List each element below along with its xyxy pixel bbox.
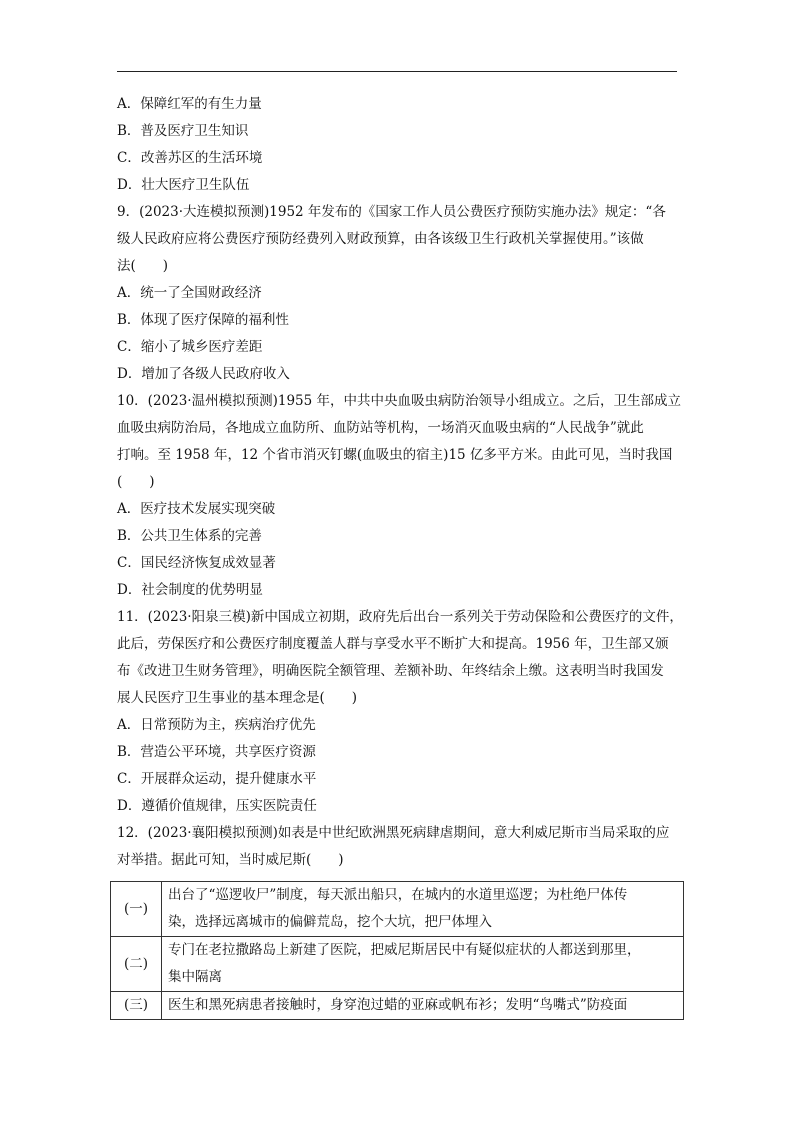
- question-12-stem-line: 对举措。据此可知，当时威尼斯( ): [117, 852, 344, 868]
- option-b: B．体现了医疗保障的福利性: [117, 312, 289, 328]
- option-b: B．公共卫生体系的完善: [117, 528, 262, 544]
- row-number: (二): [111, 937, 162, 992]
- row-description: [162, 992, 684, 1020]
- document-body: [117, 91, 683, 874]
- row-description-line: 专门在老拉撒路岛上新建了医院，把威尼斯居民中有疑似症状的人都送到那里，: [168, 942, 641, 958]
- table-row: [111, 882, 684, 937]
- option-d: D．社会制度的优势明显: [117, 582, 263, 598]
- option-d: D．增加了各级人民政府收入: [117, 366, 290, 382]
- option-d: D．壮大医疗卫生队伍: [117, 177, 250, 193]
- question-9-stem-line: 法( ): [117, 258, 169, 274]
- row-description-line: 染，选择远离城市的偏僻荒岛，挖个大坑，把尸体埋入: [168, 914, 492, 930]
- option-c: C．开展群众运动，提升健康水平: [117, 771, 317, 787]
- option-d: D．遵循价值规律，压实医院责任: [117, 798, 317, 814]
- question-9-stem-line: 级人民政府应将公费医疗预防经费列入财政预算，由各该级卫生行政机关掌握使用。”该做: [117, 231, 644, 247]
- row-description: [162, 882, 684, 937]
- question-10-stem-line: 10．(2023·温州模拟预测)1955 年，中共中央血吸虫病防治领导小组成立。之后，卫生部成立: [117, 393, 682, 409]
- question-12: [117, 820, 680, 874]
- option-a: A．保障红军的有生力量: [117, 96, 262, 112]
- row-description-line: 集中隔离: [168, 969, 222, 985]
- row-number: (三): [111, 992, 162, 1020]
- header-rule: [117, 71, 677, 72]
- row-number: (一): [111, 882, 162, 937]
- question-11: [117, 604, 683, 820]
- question-9: [117, 199, 680, 388]
- option-a: A．医疗技术发展实现突破: [117, 501, 276, 517]
- row-description-line: 出台了“巡逻收尸”制度，每天派出船只，在城内的水道里巡逻；为杜绝尸体传: [168, 887, 628, 903]
- row-description: [162, 937, 684, 992]
- option-a: A．统一了全国财政经济: [117, 285, 262, 301]
- table-row: [111, 992, 684, 1020]
- option-a: A．日常预防为主，疾病治疗优先: [117, 717, 316, 733]
- question-11-stem-line: 此后，劳保医疗和公费医疗制度覆盖人群与享受水平不断扩大和提高。1956 年，卫生部又颁: [117, 636, 669, 652]
- venice-measures-table: [110, 881, 684, 1020]
- question-11-stem-line: 布《改进卫生财务管理》，明确医院全额管理、差额补助、年终结余上缴。这表明当时我国发: [117, 663, 664, 679]
- option-c: C．改善苏区的生活环境: [117, 150, 263, 166]
- previous-question-options: [117, 91, 680, 199]
- option-c: C．国民经济恢复成效显著: [117, 555, 276, 571]
- question-12-stem-line: 12．(2023·襄阳模拟预测)如表是中世纪欧洲黑死病肆虐期间，意大利威尼斯市当局采取的应: [117, 825, 670, 841]
- question-10-stem-line: ( ): [117, 474, 155, 490]
- row-description-line: 医生和黑死病患者接触时，身穿泡过蜡的亚麻或帆布衫；发明“鸟嘴式”防疫面: [168, 997, 628, 1013]
- question-11-stem-line: 展人民医疗卫生事业的基本理念是( ): [117, 690, 358, 706]
- question-10: [117, 388, 680, 604]
- option-b: B．普及医疗卫生知识: [117, 123, 249, 139]
- table-row: [111, 937, 684, 992]
- question-11-stem-line: 11．(2023·阳泉三模)新中国成立初期，政府先后出台一系列关于劳动保险和公费医疗的文件，: [117, 609, 683, 625]
- question-10-stem-line: 打响。至 1958 年，12 个省市消灭钉螺(血吸虫的宿主)15 亿多平方米。由此可见，当时我国: [117, 447, 673, 463]
- option-b: B．营造公平环境，共享医疗资源: [117, 744, 316, 760]
- question-10-stem-line: 血吸虫病防治局，各地成立血防所、血防站等机构，一场消灭血吸虫病的“人民战争”就此: [117, 420, 644, 436]
- option-c: C．缩小了城乡医疗差距: [117, 339, 263, 355]
- question-9-stem-line: 9．(2023·大连模拟预测)1952 年发布的《国家工作人员公费医疗预防实施办法》规定：“各: [117, 204, 666, 220]
